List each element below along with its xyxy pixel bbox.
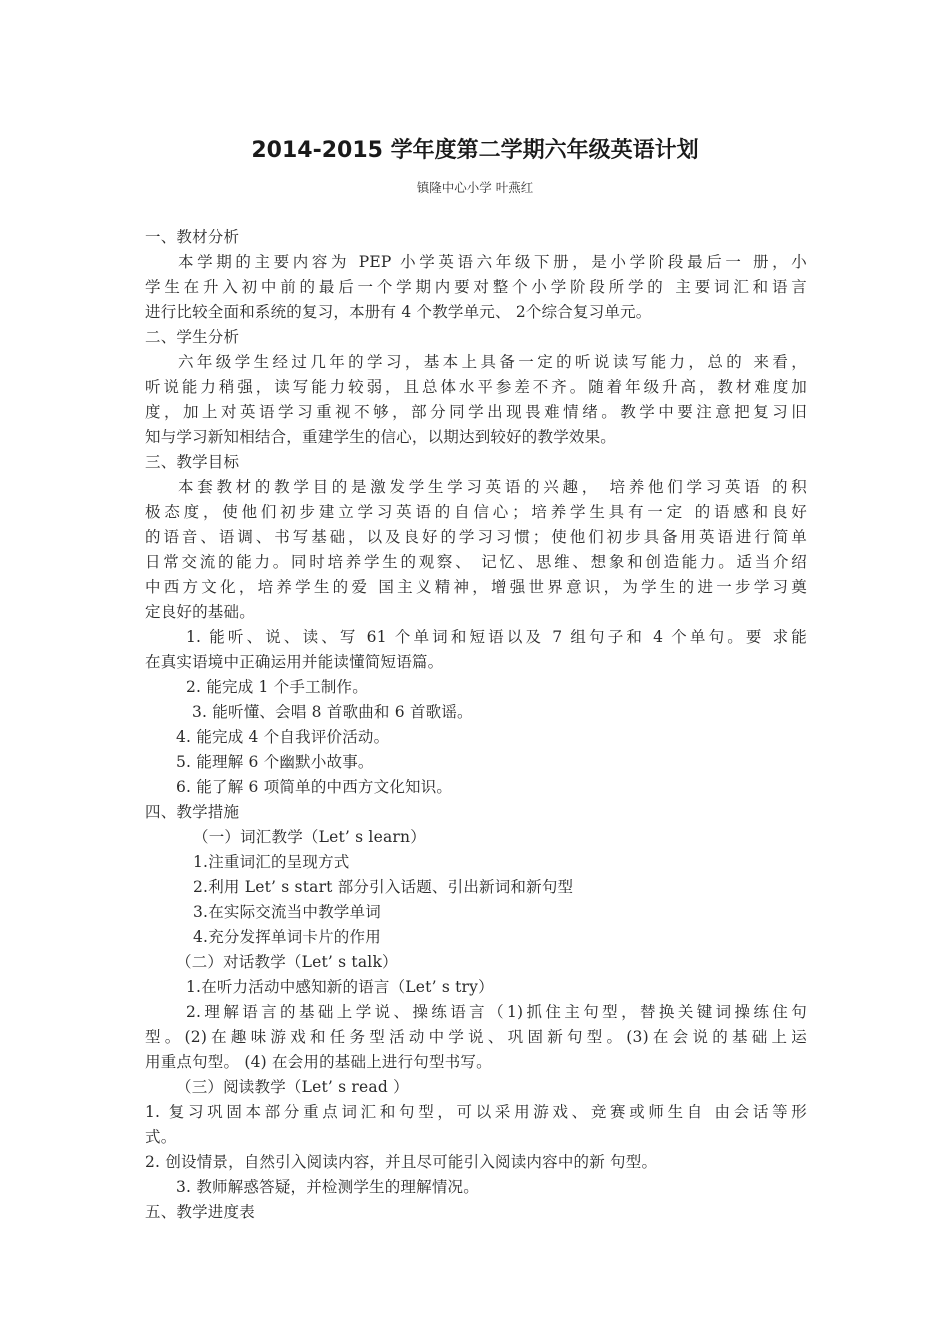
subsection-heading: （二）对话教学（Let’ s talk）	[176, 953, 398, 971]
list-item: 4.充分发挥单词卡片的作用	[193, 928, 381, 946]
paragraph-line: 定良好的基础。	[145, 603, 255, 621]
paragraph-line: 日常交流的能力。同时培养学生的观察、 记忆、思维、想象和创造能力。适当介绍	[145, 553, 807, 571]
section-heading: 四、教学措施	[145, 803, 240, 821]
paragraph-line: 式。	[145, 1128, 177, 1146]
document-author: 镇隆中心小学 叶燕红	[416, 180, 534, 195]
subsection-heading: （三）阅读教学（Let’ s read ）	[176, 1078, 409, 1096]
paragraph-line: 六年级学生经过几年的学习，基本上具备一定的听说读写能力，总的 来看，	[178, 353, 807, 371]
list-item: 1.注重词汇的呈现方式	[193, 853, 350, 871]
paragraph-line: 的语音、语调、书写基础，以及良好的学习习惯；使他们初步具备用英语进行简单	[145, 528, 807, 546]
paragraph-line: 知与学习新知相结合，重建学生的信心，以期达到较好的教学效果。	[145, 428, 617, 446]
paragraph-line: 度，加上对英语学习重视不够，部分同学出现畏难情绪。教学中要注意把复习旧	[145, 403, 807, 421]
paragraph-line: 型。(2)在趣味游戏和任务型活动中学说、巩固新句型。(3)在会说的基础上运	[145, 1028, 807, 1046]
subsection-heading: （一）词汇教学（Let’ s learn）	[193, 828, 426, 846]
section-heading: 一、教材分析	[145, 228, 240, 246]
list-item: 在真实语境中正确运用并能读懂简短语篇。	[145, 653, 444, 671]
list-item: 1. 能听、说、读、写 61 个单词和短语以及 7 组句子和 4 个单句。要 求能	[186, 628, 807, 646]
list-item: 2.理解语言的基础上学说、操练语言（1)抓住主句型，替换关键词操练住句	[186, 1003, 807, 1021]
section-heading: 三、教学目标	[145, 453, 240, 471]
list-item: 1. 复习巩固本部分重点词汇和句型，可以采用游戏、竞赛或师生自 由会话等形	[145, 1103, 807, 1121]
list-item: 3. 教师解惑答疑，并检测学生的理解情况。	[176, 1178, 479, 1196]
section-heading: 五、教学进度表	[145, 1203, 255, 1221]
paragraph-line: 本学期的主要内容为 PEP 小学英语六年级下册，是小学阶段最后一 册，小	[178, 253, 807, 271]
paragraph-line: 用重点句型。 (4) 在会用的基础上进行句型书写。	[145, 1053, 492, 1071]
list-item: 5. 能理解 6 个幽默小故事。	[176, 753, 374, 771]
paragraph-line: 听说能力稍强，读写能力较弱，且总体水平参差不齐。随着年级升高，教材难度加	[145, 378, 807, 396]
paragraph-line: 本套教材的教学目的是激发学生学习英语的兴趣， 培养他们学习英语 的积	[178, 478, 807, 496]
section-heading: 二、学生分析	[145, 328, 240, 346]
paragraph-line: 学生在升入初中前的最后一个学期内要对整个小学阶段所学的 主要词汇和语言	[145, 278, 807, 296]
document-title: 2014-2015 学年度第二学期六年级英语计划	[251, 138, 699, 163]
paragraph-line: 进行比较全面和系统的复习，本册有 4 个教学单元、 2个综合复习单元。	[145, 303, 652, 321]
list-item: 6. 能了解 6 项简单的中西方文化知识。	[176, 778, 453, 796]
list-item: 1.在听力活动中感知新的语言（Let’ s try）	[186, 978, 494, 996]
list-item: 2. 创设情景，自然引入阅读内容，并且尽可能引入阅读内容中的新 句型。	[145, 1153, 658, 1171]
paragraph-line: 中西方文化，培养学生的爱 国主义精神，增强世界意识，为学生的进一步学习奠	[145, 578, 807, 596]
list-item: 2. 能完成 1 个手工制作。	[186, 678, 368, 696]
list-item: 2.利用 Let’ s start 部分引入话题、引出新词和新句型	[193, 878, 574, 896]
list-item: 4. 能完成 4 个自我评价活动。	[176, 728, 390, 746]
list-item: 3. 能听懂、会唱 8 首歌曲和 6 首歌谣。	[192, 703, 473, 721]
paragraph-line: 极态度，使他们初步建立学习英语的自信心；培养学生具有一定 的语感和良好	[145, 503, 807, 521]
list-item: 3.在实际交流当中教学单词	[193, 903, 381, 921]
